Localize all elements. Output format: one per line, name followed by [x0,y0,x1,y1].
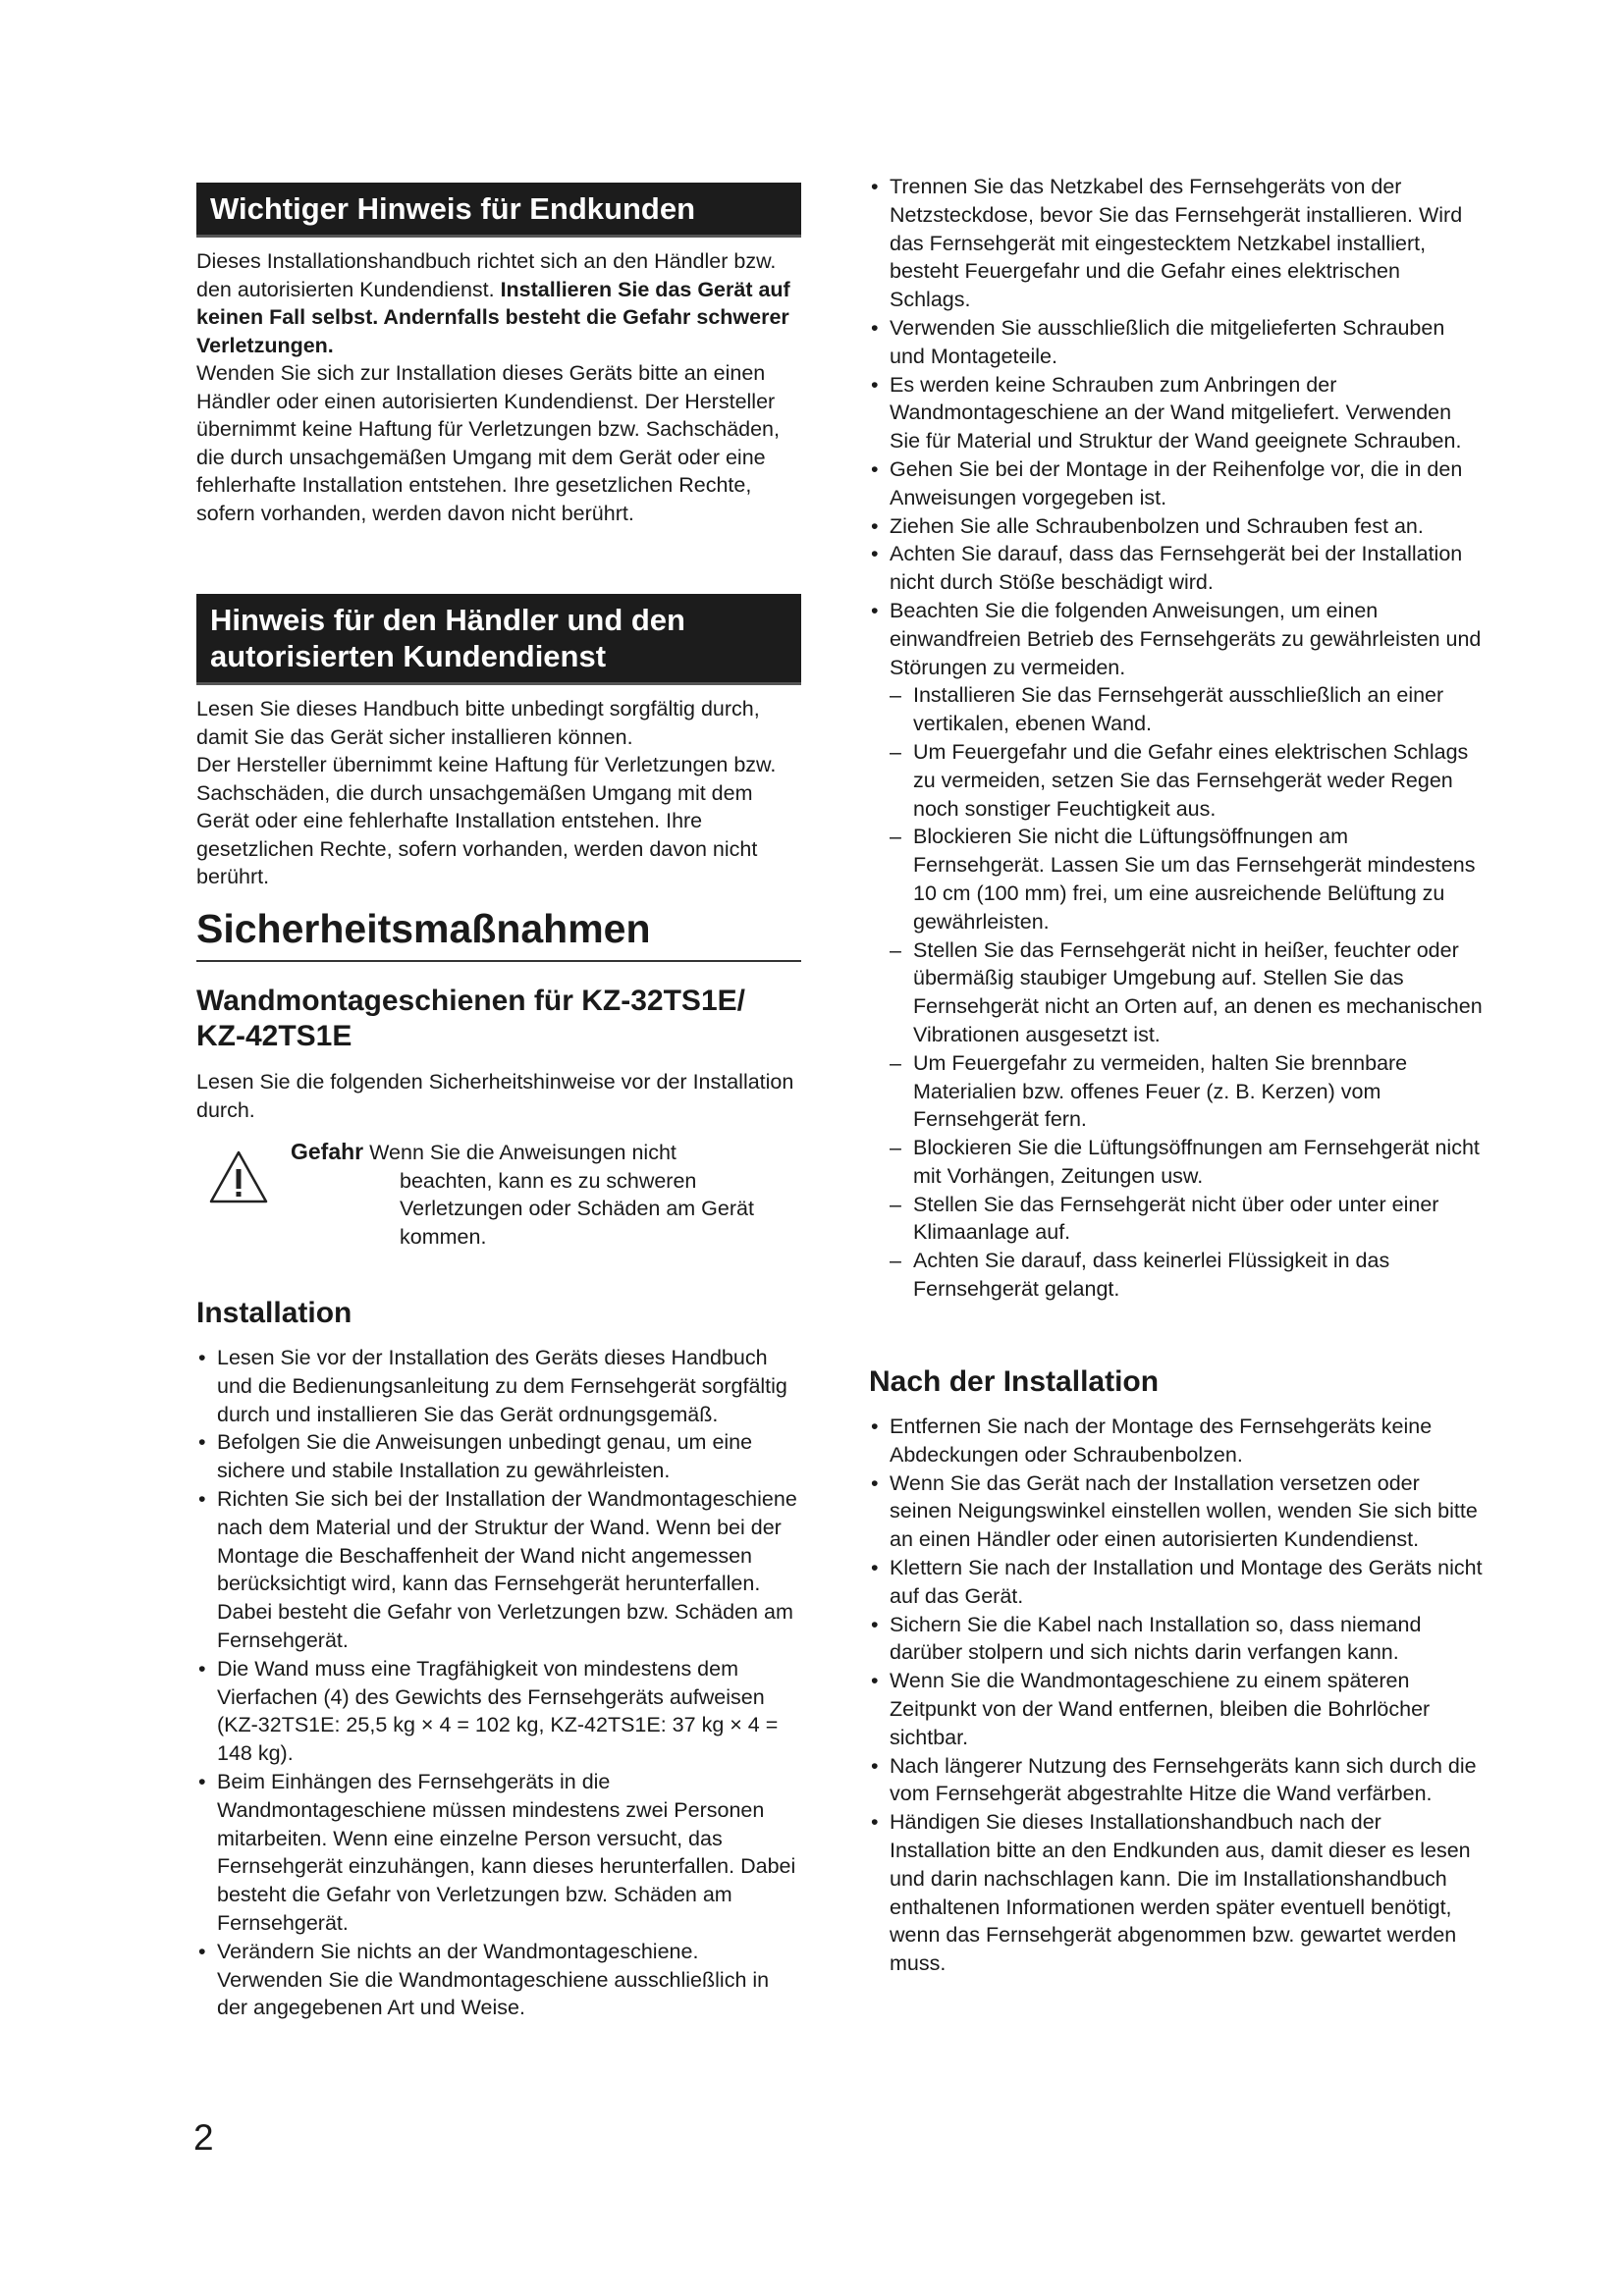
notice-dealer-paragraph-2: Der Hersteller übernimmt keine Haftung für Verletzungen bzw. Sachschäden, die durch unsachgemäßen Umgang mit dem Gerät oder eine fehlerhafte Installation entstehen. Ihre gesetzlichen Rechte, sofern vorhanden, werden davon nicht berührt. [196,753,777,888]
installation-item: • Gehen Sie bei der Montage in der Reihenfolge vor, die in den Anweisungen vorgegeben ist. [869,455,1483,512]
after-installation-section [869,1364,1483,1978]
warning-triangle-icon [208,1149,269,1204]
installation-section [196,1296,801,2022]
notice-customers-paragraph-1 [196,247,801,359]
after-installation-item: • Händigen Sie dieses Installationshandbuch nach der Installation bitte an den Endkunden aus, damit dieser es lesen und darin nachschlagen kann. Die im Installationshandbuch enthaltenen Informationen werden später eventuell benötigt, wenn das Fernsehgerät abgenommen bzw. gewartet werden muss. [869,1808,1483,1978]
installation-item: • Trennen Sie das Netzkabel des Fernsehgeräts von der Netzsteckdose, bevor Sie das Fernsehgerät installieren. Wird das Fernsehgerät mit eingestecktem Netzkabel installiert, besteht Feuergefahr und die Gefahr eines elektrischen Schlags. [869,173,1483,314]
danger-notice [196,1138,801,1251]
installation-continued [869,173,1483,1304]
installation-list-left [196,1344,801,2022]
safety-title: Sicherheitsmaßnahmen [196,903,801,962]
notice-customers-p1-bold: Installieren Sie das Gerät auf keinen Fall selbst. Andernfalls besteht die Gefahr schwerer Verletzungen. [196,277,790,357]
after-installation-item: • Nach längerer Nutzung des Fernsehgeräts kann sich durch die vom Fernsehgerät abgestrahlte Hitze die Wand verfärben. [869,1752,1483,1809]
installation-item: • Befolgen Sie die Anweisungen unbedingt genau, um eine sichere und stabile Installation zu gewährleisten. [196,1428,801,1485]
installation-item: • Richten Sie sich bei der Installation der Wandmontageschiene nach dem Material und der Struktur der Wand. Wenn bei der Montage die Beschaffenheit der Wand nicht angemessen berücksichtigt wird, kann das Fernsehgerät herunterfallen. Dabei besteht die Gefahr von Verletzungen bzw. Schäden am Fernsehgerät. [196,1485,801,1655]
after-installation-item: • Entfernen Sie nach der Montage des Fernsehgeräts keine Abdeckungen oder Schraubenbolzen. [869,1413,1483,1469]
installation-item: • Verwenden Sie ausschließlich die mitgelieferten Schrauben und Montageteile. [869,314,1483,371]
danger-text-line2: beachten, kann es zu schweren [400,1168,697,1193]
conditions-list [869,681,1483,1304]
after-installation-title: Nach der Installation [869,1365,1160,1398]
safety-intro: Lesen Sie die folgenden Sicherheitshinweise vor der Installation durch. [196,1070,794,1122]
condition-item: – Blockieren Sie die Lüftungsöffnungen am Fernsehgerät nicht mit Vorhängen, Zeitungen usw. [869,1134,1483,1191]
notice-dealer-section [196,594,801,891]
safety-subtitle-line2: KZ-42TS1E [196,1020,352,1052]
notice-customers-paragraph-2: Wenden Sie sich zur Installation dieses Geräts bitte an einen Händler oder einen autorisierten Kundendienst. Der Hersteller übernimmt keine Haftung für Verletzungen bzw. Sachschäden, die durch unsachgemäßen Umgang mit dem Gerät oder eine fehlerhafte Installation entstehen. Ihre gesetzlichen Rechte, sofern vorhanden, werden davon nicht berührt. [196,361,780,525]
installation-item: • Beim Einhängen des Fernsehgeräts in die Wandmontageschiene müssen mindestens zwei Personen mitarbeiten. Wenn eine einzelne Person versucht, das Fernsehgerät einzuhängen, kann dieses herunterfallen. Dabei besteht die Gefahr von Verletzungen bzw. Schäden am Fernsehgerät. [196,1768,801,1938]
safety-section [196,903,801,1251]
after-installation-item: • Wenn Sie die Wandmontageschiene zu einem späteren Zeitpunkt von der Wand entfernen, bleiben die Bohrlöcher sichtbar. [869,1667,1483,1751]
installation-item: • Verändern Sie nichts an der Wandmontageschiene. Verwenden Sie die Wandmontageschiene ausschließlich in der angegebenen Art und Weise. [196,1938,801,2022]
danger-text-line1: Wenn Sie die Anweisungen nicht [369,1141,677,1164]
conditions-intro: Beachten Sie die folgenden Anweisungen, um einen einwandfreien Betrieb des Fernsehgeräts zu gewährleisten und Störungen zu vermeiden. [890,598,1482,679]
installation-item: • Es werden keine Schrauben zum Anbringen der Wandmontageschiene an der Wand mitgeliefert. Verwenden Sie für Material und Struktur der Wand geeignete Schrauben. [869,371,1483,455]
installation-title: Installation [196,1297,352,1329]
after-installation-item: • Klettern Sie nach der Installation und Montage des Geräts nicht auf das Gerät. [869,1554,1483,1611]
after-installation-item: • Sichern Sie die Kabel nach Installation so, dass niemand darüber stolpern und sich nichts darin verfangen kann. [869,1611,1483,1668]
notice-dealer-title-line1: Hinweis für den Händler und den [210,603,685,637]
after-installation-item: • Wenn Sie das Gerät nach der Installation versetzen oder seinen Neigungswinkel einstellen wollen, wenden Sie sich bitte an einen Händler oder einen autorisierten Kundendienst. [869,1469,1483,1554]
installation-item: • Lesen Sie vor der Installation des Geräts dieses Handbuch und die Bedienungsanleitung zu dem Fernsehgerät sorgfältig durch und installieren Sie das Gerät ordnungsgemäß. [196,1344,801,1428]
installation-item: • Die Wand muss eine Tragfähigkeit von mindestens dem Vierfachen (4) des Gewichts des Fernsehgeräts aufweisen (KZ-32TS1E: 25,5 kg × 4 = 102 kg, KZ-42TS1E: 37 kg × 4 = 148 kg). [196,1655,801,1768]
notice-customers-p1-normal: Dieses Installationshandbuch richtet sich an den Händler bzw. den autorisierten Kundendienst. [196,249,777,301]
after-installation-list [869,1413,1483,1978]
notice-dealer-paragraph-1: Lesen Sie dieses Handbuch bitte unbedingt sorgfältig durch, damit Sie das Gerät sicher installieren können. [196,697,760,749]
safety-subtitle [196,984,801,1054]
installation-list-right [869,173,1483,1304]
notice-dealer-title [196,594,801,685]
condition-item: – Um Feuergefahr und die Gefahr eines elektrischen Schlags zu vermeiden, setzen Sie das Fernsehgerät weder Regen noch sonstiger Feuchtigkeit aus. [869,738,1483,823]
installation-item: • Ziehen Sie alle Schraubenbolzen und Schrauben fest an. [869,512,1483,541]
installation-item: • Achten Sie darauf, dass das Fernsehgerät bei der Installation nicht durch Stöße beschädigt wird. [869,540,1483,597]
condition-item: – Installieren Sie das Fernsehgerät ausschließlich an einer vertikalen, ebenen Wand. [869,681,1483,738]
condition-item: – Blockieren Sie nicht die Lüftungsöffnungen am Fernsehgerät. Lassen Sie um das Fernsehgerät mindestens 10 cm (100 mm) frei, um eine ausreichende Belüftung zu gewährleisten. [869,823,1483,935]
danger-text-line4: kommen. [400,1224,487,1249]
page-number: 2 [193,2117,214,2158]
notice-dealer-title-line2: autorisierten Kundendienst [210,639,607,673]
danger-text [291,1138,801,1251]
danger-text-line3: Verletzungen oder Schäden am Gerät [400,1197,754,1220]
notice-customers-title: Wichtiger Hinweis für Endkunden [196,183,801,238]
safety-subtitle-line1: Wandmontageschienen für KZ-32TS1E/ [196,985,745,1017]
installation-conditions-item [869,597,1483,1304]
condition-item: – Stellen Sie das Fernsehgerät nicht über oder unter einer Klimaanlage auf. [869,1191,1483,1248]
condition-item: – Achten Sie darauf, dass keinerlei Flüssigkeit in das Fernsehgerät gelangt. [869,1247,1483,1304]
danger-label: Gefahr [291,1139,364,1164]
condition-item: – Um Feuergefahr zu vermeiden, halten Sie brennbare Materialien bzw. offenes Feuer (z. B. Kerzen) vom Fernsehgerät fern. [869,1049,1483,1134]
condition-item: – Stellen Sie das Fernsehgerät nicht in heißer, feuchter oder übermäßig staubiger Umgebung auf. Stellen Sie das Fernsehgerät nicht an Orten auf, an denen es mechanischen Vibrationen ausgesetzt ist. [869,936,1483,1049]
notice-customers-section [196,183,801,527]
